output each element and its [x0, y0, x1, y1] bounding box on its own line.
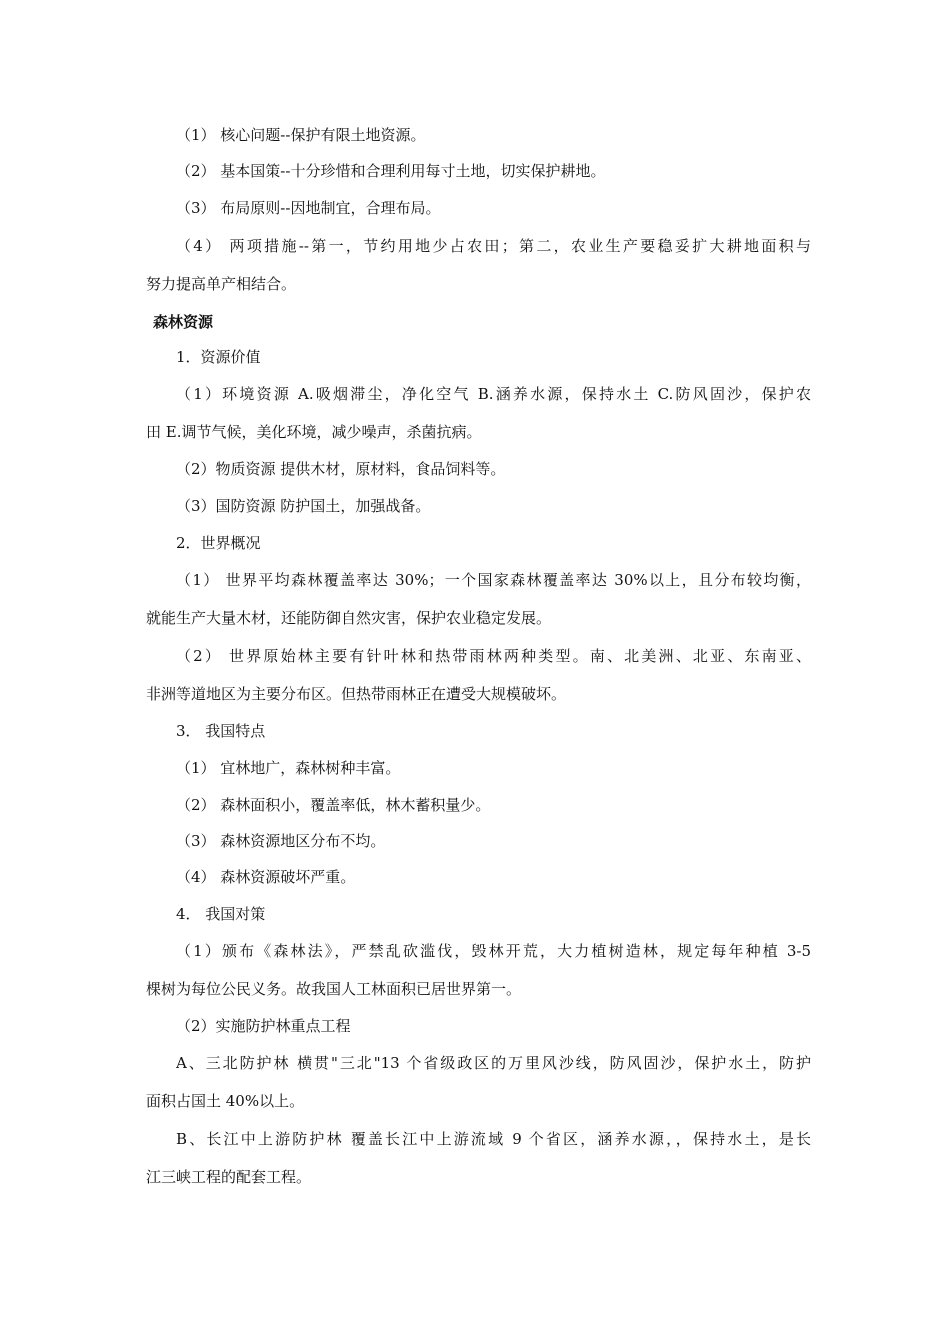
- text-line: （3） 布局原则--因地制宜，合理布局。: [176, 199, 441, 217]
- subsection-heading: 2．世界概况: [176, 534, 261, 552]
- text-line: （1）颁布《森林法》，严禁乱砍滥伐，毁林开荒，大力植树造林，规定每年种植 3-5: [176, 942, 811, 960]
- text-line: 非洲等道地区为主要分布区。但热带雨林正在遭受大规模破坏。: [146, 685, 567, 703]
- text-line: （2）实施防护林重点工程: [176, 1017, 351, 1035]
- subsection-heading: 3． 我国特点: [176, 722, 266, 740]
- text-line: 就能生产大量木材，还能防御自然灾害，保护农业稳定发展。: [146, 609, 552, 627]
- text-line: （3） 森林资源地区分布不均。: [176, 832, 386, 850]
- text-line: （2） 基本国策--十分珍惜和合理利用每寸土地，切实保护耕地。: [176, 162, 606, 180]
- text-line: （1） 宜林地广，森林树种丰富。: [176, 759, 401, 777]
- text-line: （1）环境资源 A.吸烟滞尘，净化空气 B.涵养水源，保持水土 C.防风固沙，保护农: [176, 385, 811, 403]
- text-line: A、三北防护林 横贯"三北"13 个省级政区的万里风沙线，防风固沙，保护水土，防护: [176, 1054, 811, 1072]
- text-line: （2） 森林面积小，覆盖率低，林木蓄积量少。: [176, 796, 491, 814]
- text-line: （2）物质资源 提供木材，原材料，食品饲料等。: [176, 460, 506, 478]
- text-line: （4） 两项措施--第一，节约用地少占农田；第二，农业生产要稳妥扩大耕地面积与: [176, 237, 811, 255]
- text-line: B、长江中上游防护林 覆盖长江中上游流域 9 个省区，涵养水源，，保持水土，是长: [176, 1130, 811, 1148]
- text-line: 棵树为每位公民义务。故我国人工林面积已居世界第一。: [146, 980, 522, 998]
- subsection-heading: 4． 我国对策: [176, 905, 266, 923]
- text-line: （1） 世界平均森林覆盖率达 30%；一个国家森林覆盖率达 30%以上，且分布较均衡，: [176, 571, 811, 589]
- text-line: （1） 核心问题--保护有限土地资源。: [176, 126, 426, 144]
- section-heading: 森林资源: [153, 313, 214, 331]
- text-line: 面积占国土 40%以上。: [146, 1092, 305, 1110]
- subsection-heading: 1．资源价值: [176, 348, 261, 366]
- text-line: 江三峡工程的配套工程。: [146, 1168, 312, 1186]
- text-line: 田 E.调节气候，美化环境，减少噪声，杀菌抗病。: [146, 423, 482, 441]
- text-line: （3）国防资源 防护国土，加强战备。: [176, 497, 431, 515]
- text-line: （2） 世界原始林主要有针叶林和热带雨林两种类型。南、北美洲、北亚、东南亚、: [176, 647, 811, 665]
- text-line: （4） 森林资源破坏严重。: [176, 868, 356, 886]
- text-line: 努力提高单产相结合。: [146, 275, 297, 293]
